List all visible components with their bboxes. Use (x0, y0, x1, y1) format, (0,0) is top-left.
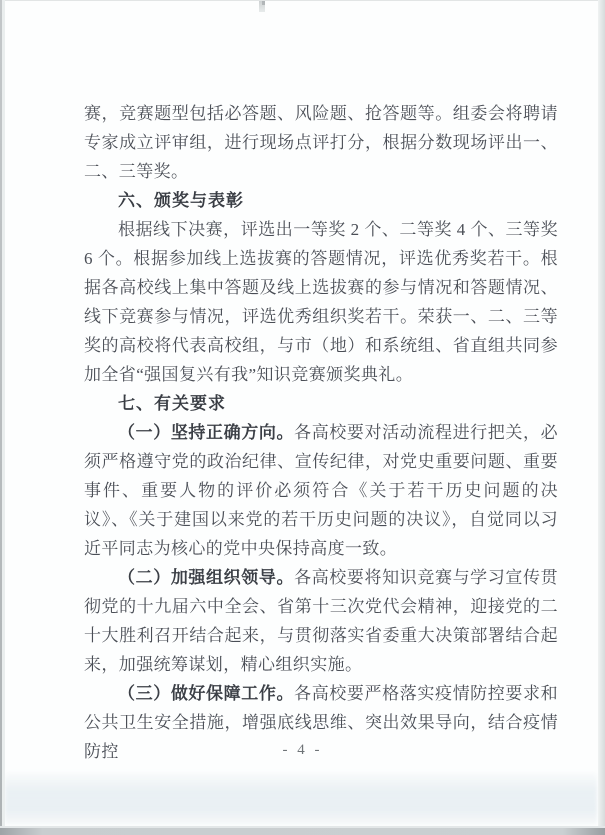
requirement-2-lead: （二）加强组织领导。 (118, 568, 295, 587)
page-edge-right (598, 0, 605, 835)
scan-artifact-dot (262, 1, 265, 5)
section-heading-awards: 六、颁奖与表彰 (118, 191, 244, 210)
section-heading-requirements: 七、有关要求 (118, 394, 226, 413)
page-edge-left-soft (2, 0, 5, 835)
requirement-1-lead: （一）坚持正确方向。 (118, 423, 295, 442)
page-edge-top (0, 0, 605, 1)
requirement-3-lead: （三）做好保障工作。 (118, 684, 295, 703)
paragraph-requirement-2 (84, 563, 558, 679)
page-number: - 4 - (282, 742, 323, 758)
requirement-3-text: 各高校要严格落实疫情防控要求和公共卫生安全措施，增强底线思维、突出效果导向，结合疫情防控 (84, 684, 559, 761)
scan-shadow-bottom (5, 771, 597, 825)
requirement-2-text: 各高校要将知识竞赛与学习宣传贯彻党的十九届六中全会、省第十三次党代会精神，迎接党的二十大胜利召开结合起来，与贯彻落实省委重大决策部署结合起来，加强统筹谋划，精心组织实施。 (84, 568, 559, 674)
page-edge-bottom (0, 828, 605, 835)
paragraph-awards: 根据线下决赛，评选出一等奖 2 个、二等奖 4 个、三等奖 6 个。根据参加线上选拔赛的答题情况，评选优秀奖若干。根据各高校线上集中答题及线上选拔赛的参与情况和答题情况、线下竞赛参与情况，评选优秀组织奖若干。荣获一、二、三等奖的高校将代表高校组，与市（地）和系统组、省直组共同参加全省“强国复兴有我”知识竞赛颁奖典礼。 (84, 220, 558, 384)
paragraph-competition-format: 赛，竞赛题型包括必答题、风险题、抢答题等。组委会将聘请专家成立评审组，进行现场点评打分，根据分数现场评出一、二、三等奖。 (84, 104, 558, 181)
paragraph-requirement-1 (84, 418, 558, 563)
requirement-1-text: 各高校要对活动流程进行把关，必须严格遵守党的政治纪律、宣传纪律，对党史重要问题、重要事件、重要人物的评价必须符合《关于若干历史问题的决议》、《关于建国以来党的若干历史问题的决议》，自觉同以习近平同志为核心的党中央保持高度一致。 (84, 423, 559, 558)
document-body (84, 99, 558, 766)
